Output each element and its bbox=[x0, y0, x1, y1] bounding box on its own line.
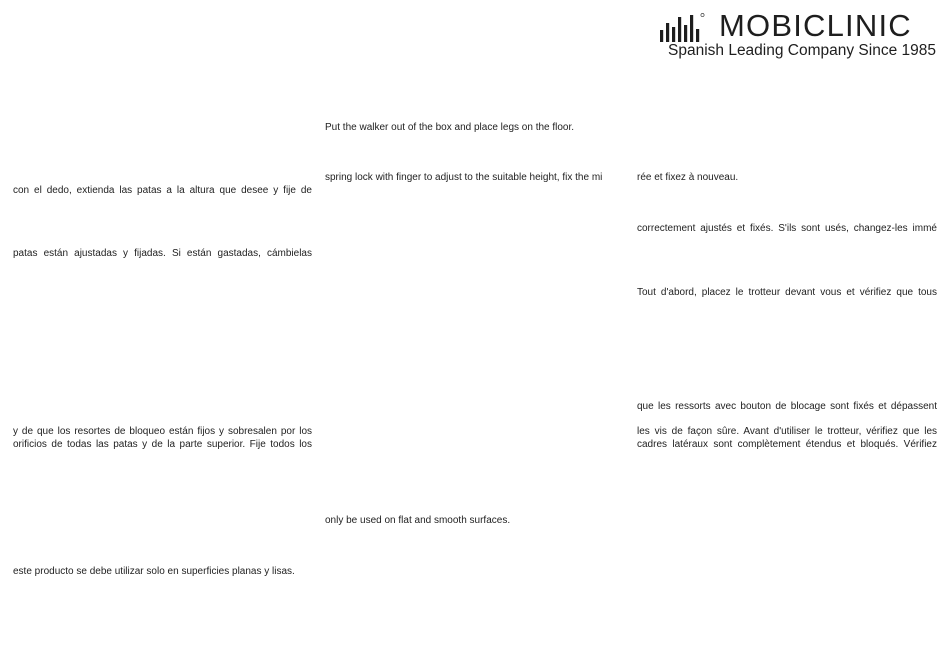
spanish-text-line: patas están ajustadas y fijadas. Si están gastadas, cámbielas bbox=[13, 248, 312, 259]
brand-logo bbox=[656, 10, 940, 62]
spanish-text-line: este producto se debe utilizar solo en superficies planas y lisas. bbox=[13, 566, 295, 577]
french-text-line: Tout d'abord, placez le trotteur devant vous et vérifiez que tous bbox=[637, 287, 937, 298]
bar-chart-logo-icon bbox=[660, 12, 708, 42]
french-text-line: cadres latéraux sont complètement étendus et bloqués. Vérifiez bbox=[637, 439, 937, 450]
french-text-line: rée et fixez à nouveau. bbox=[637, 172, 739, 183]
english-text-line: Put the walker out of the box and place legs on the floor. bbox=[325, 122, 575, 133]
brand-tagline: Spanish Leading Company Since 1985 bbox=[668, 42, 936, 59]
spanish-text-line: y de que los resortes de bloqueo están fijos y sobresalen por los bbox=[13, 426, 312, 437]
spanish-text-line: con el dedo, extienda las patas a la altura que desee y fije de bbox=[13, 185, 312, 196]
french-text-line: que les ressorts avec bouton de blocage sont fixés et dépassent bbox=[637, 401, 937, 412]
french-text-line: correctement ajustés et fixés. S'ils sont usés, changez-les immé bbox=[637, 223, 937, 234]
spanish-text-line: orificios de todas las patas y de la parte superior. Fije todos los bbox=[13, 439, 312, 450]
english-text-line: only be used on flat and smooth surfaces. bbox=[325, 515, 511, 526]
brand-name: MOBICLINIC bbox=[719, 8, 912, 43]
french-text-line: les vis de façon sûre. Avant d'utiliser le trotteur, vérifiez que les bbox=[637, 426, 937, 437]
english-text-line: spring lock with finger to adjust to the suitable height, fix the mi bbox=[325, 172, 603, 183]
